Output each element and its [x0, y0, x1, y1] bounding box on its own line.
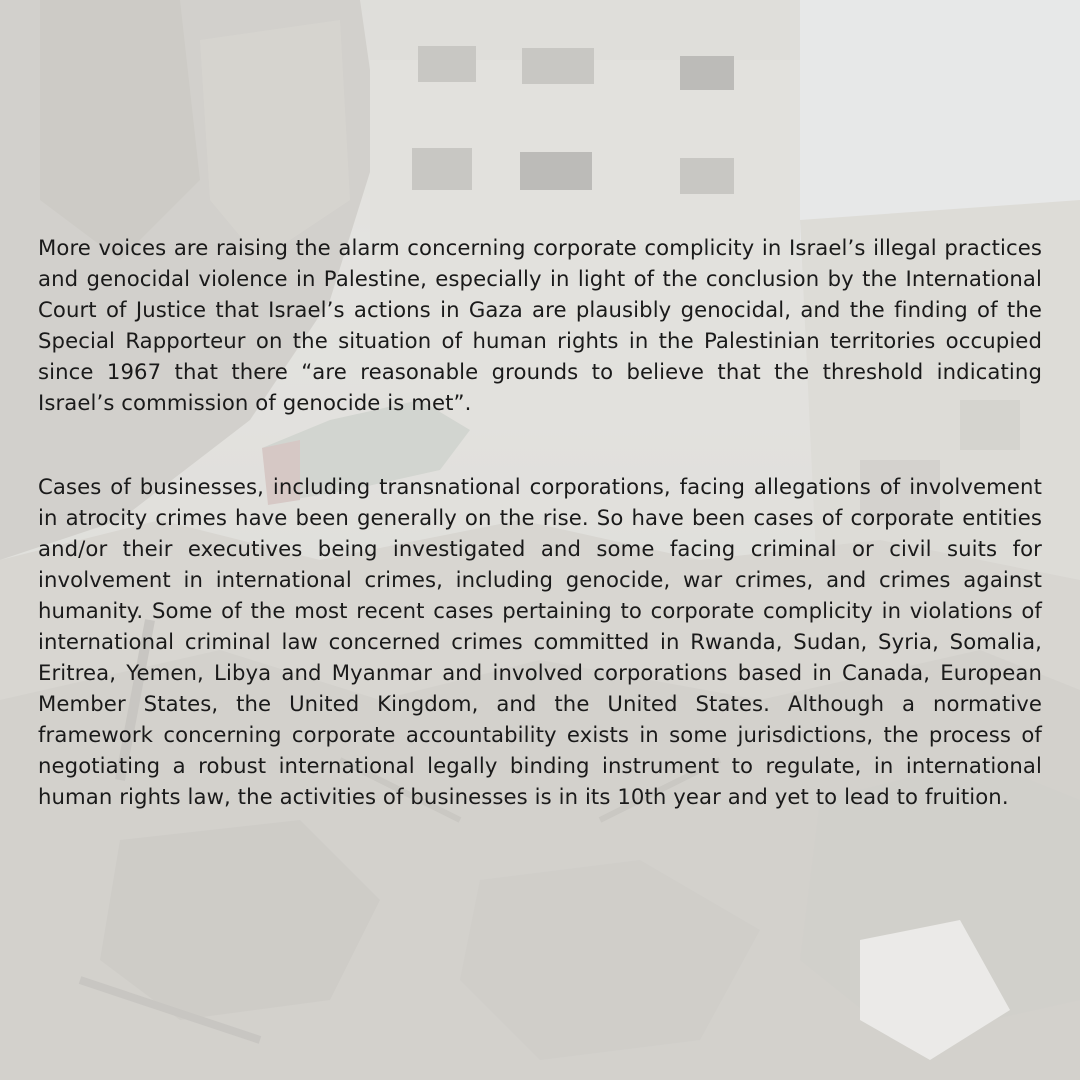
text-content [38, 232, 1042, 812]
paragraph-cases-of-businesses: Cases of businesses, including transnational corporations, facing allegations of involvement in atrocity crimes have been generally on the rise. So have been cases of corporate entities and/or their executives being investigated and some facing criminal or civil suits for involvement in international crimes, including genocide, war crimes, and crimes against humanity. Some of the most recent cases pertaining to corporate complicity in violations of international criminal law concerned crimes committed in Rwanda, Sudan, Syria, Somalia, Eritrea, Yemen, Libya and Myanmar and involved corporations based in Canada, European Member States, the United Kingdom, and the United States. Although a normative framework concerning corporate accountability exists in some jurisdictions, the process of negotiating a robust international legally binding instrument to regulate, in international human rights law, the activities of businesses is in its 10th year and yet to lead to fruition. [38, 474, 1042, 809]
paragraph-corporate-complicity: More voices are raising the alarm concerning corporate complicity in Israel’s illegal practices and genocidal violence in Palestine, especially in light of the conclusion by the International Court of Justice that Israel’s actions in Gaza are plausibly genocidal, and the finding of the Special Rapporteur on the situation of human rights in the Palestinian territories occupied since 1967 that there “are reasonable grounds to believe that the threshold indicating Israel’s commission of genocide is met”. [38, 235, 1042, 415]
